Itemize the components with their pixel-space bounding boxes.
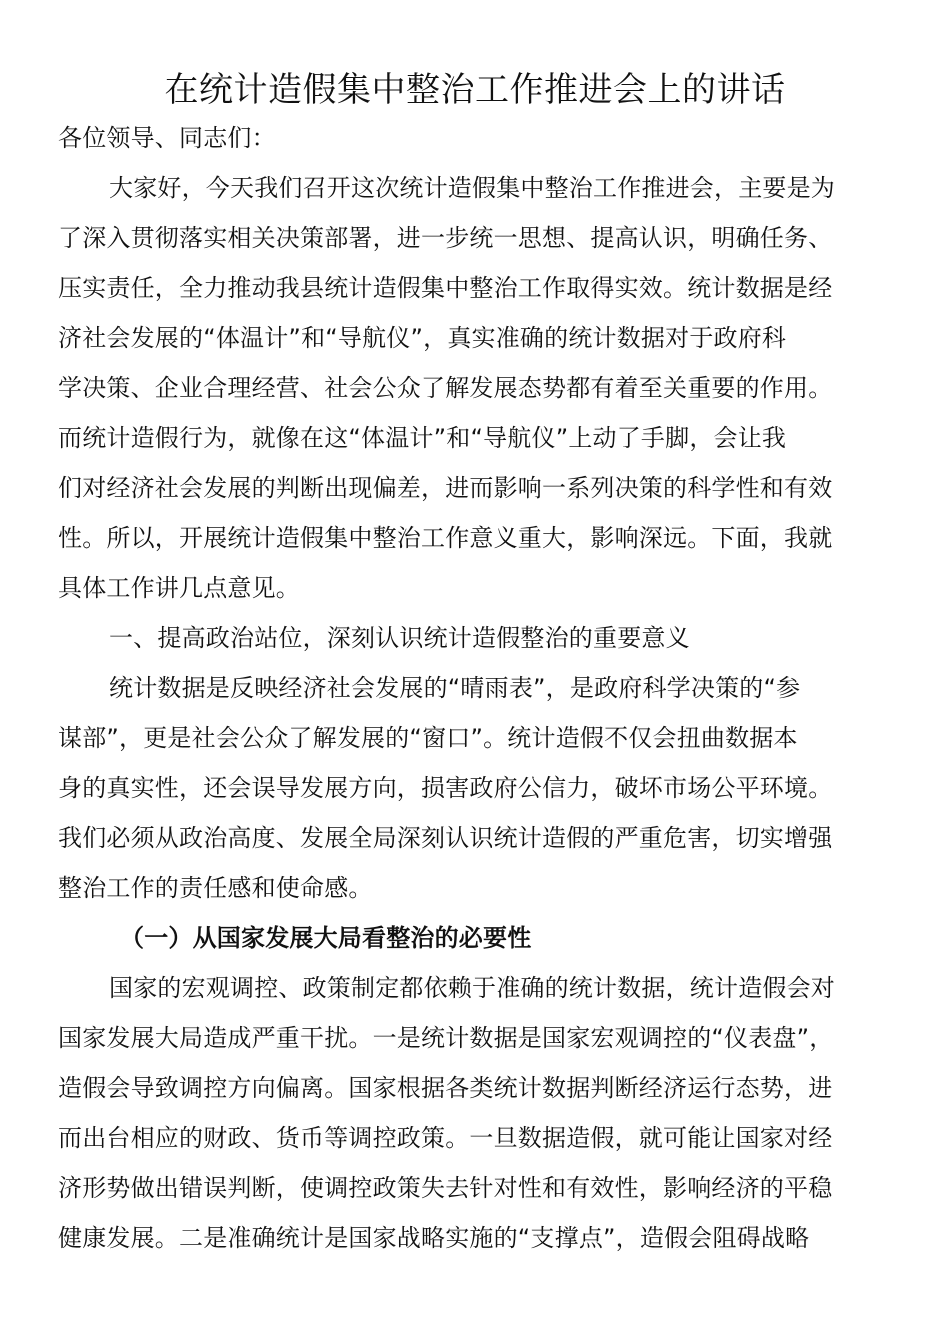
body-line: 国家发展大局造成严重干扰。一是统计数据是国家宏观调控的“仪表盘”， xyxy=(58,1024,834,1052)
subsection-heading-1: （一）从国家发展大局看整治的必要性 xyxy=(120,924,532,952)
body-line: 性。所以，开展统计造假集中整治工作意义重大，影响深远。下面，我就 xyxy=(58,524,833,552)
body-line: 压实责任，全力推动我县统计造假集中整治工作取得实效。统计数据是经 xyxy=(58,274,833,302)
body-line: 国家的宏观调控、政策制定都依赖于准确的统计数据，统计造假会对 xyxy=(109,974,835,1002)
body-line: 而出台相应的财政、货币等调控政策。一旦数据造假，就可能让国家对经 xyxy=(58,1124,833,1152)
body-line: 我们必须从政治高度、发展全局深刻认识统计造假的严重危害，切实增强 xyxy=(58,824,833,852)
body-line: 了深入贯彻落实相关决策部署，进一步统一思想、提高认识，明确任务、 xyxy=(58,224,833,252)
body-line: 统计数据是反映经济社会发展的“晴雨表”，是政府科学决策的“参 xyxy=(109,674,801,702)
body-line: 造假会导致调控方向偏离。国家根据各类统计数据判断经济运行态势，进 xyxy=(58,1074,833,1102)
body-line: 整治工作的责任感和使命感。 xyxy=(58,874,373,902)
body-line: 健康发展。二是准确统计是国家战略实施的“支撑点”，造假会阻碍战略 xyxy=(58,1224,810,1252)
body-line: 济社会发展的“体温计”和“导航仪”，真实准确的统计数据对于政府科 xyxy=(58,324,787,352)
salutation: 各位领导、同志们： xyxy=(58,124,276,152)
body-line: 大家好，今天我们召开这次统计造假集中整治工作推进会，主要是为 xyxy=(109,174,835,202)
body-line: 们对经济社会发展的判断出现偏差，进而影响一系列决策的科学性和有效 xyxy=(58,474,833,502)
body-line: 谋部”，更是社会公众了解发展的“窗口”。统计造假不仅会扭曲数据本 xyxy=(58,724,798,752)
body-line: 而统计造假行为，就像在这“体温计”和“导航仪”上动了手脚，会让我 xyxy=(58,424,787,452)
section-heading-1: 一、提高政治站位，深刻认识统计造假整治的重要意义 xyxy=(109,624,690,652)
body-line: 具体工作讲几点意见。 xyxy=(58,574,300,602)
body-line: 学决策、企业合理经营、社会公众了解发展态势都有着至关重要的作用。 xyxy=(58,374,833,402)
body-line: 济形势做出错误判断，使调控政策失去针对性和有效性，影响经济的平稳 xyxy=(58,1174,833,1202)
document-title: 在统计造假集中整治工作推进会上的讲话 xyxy=(164,70,786,110)
body-line: 身的真实性，还会误导发展方向，损害政府公信力，破坏市场公平环境。 xyxy=(58,774,833,802)
